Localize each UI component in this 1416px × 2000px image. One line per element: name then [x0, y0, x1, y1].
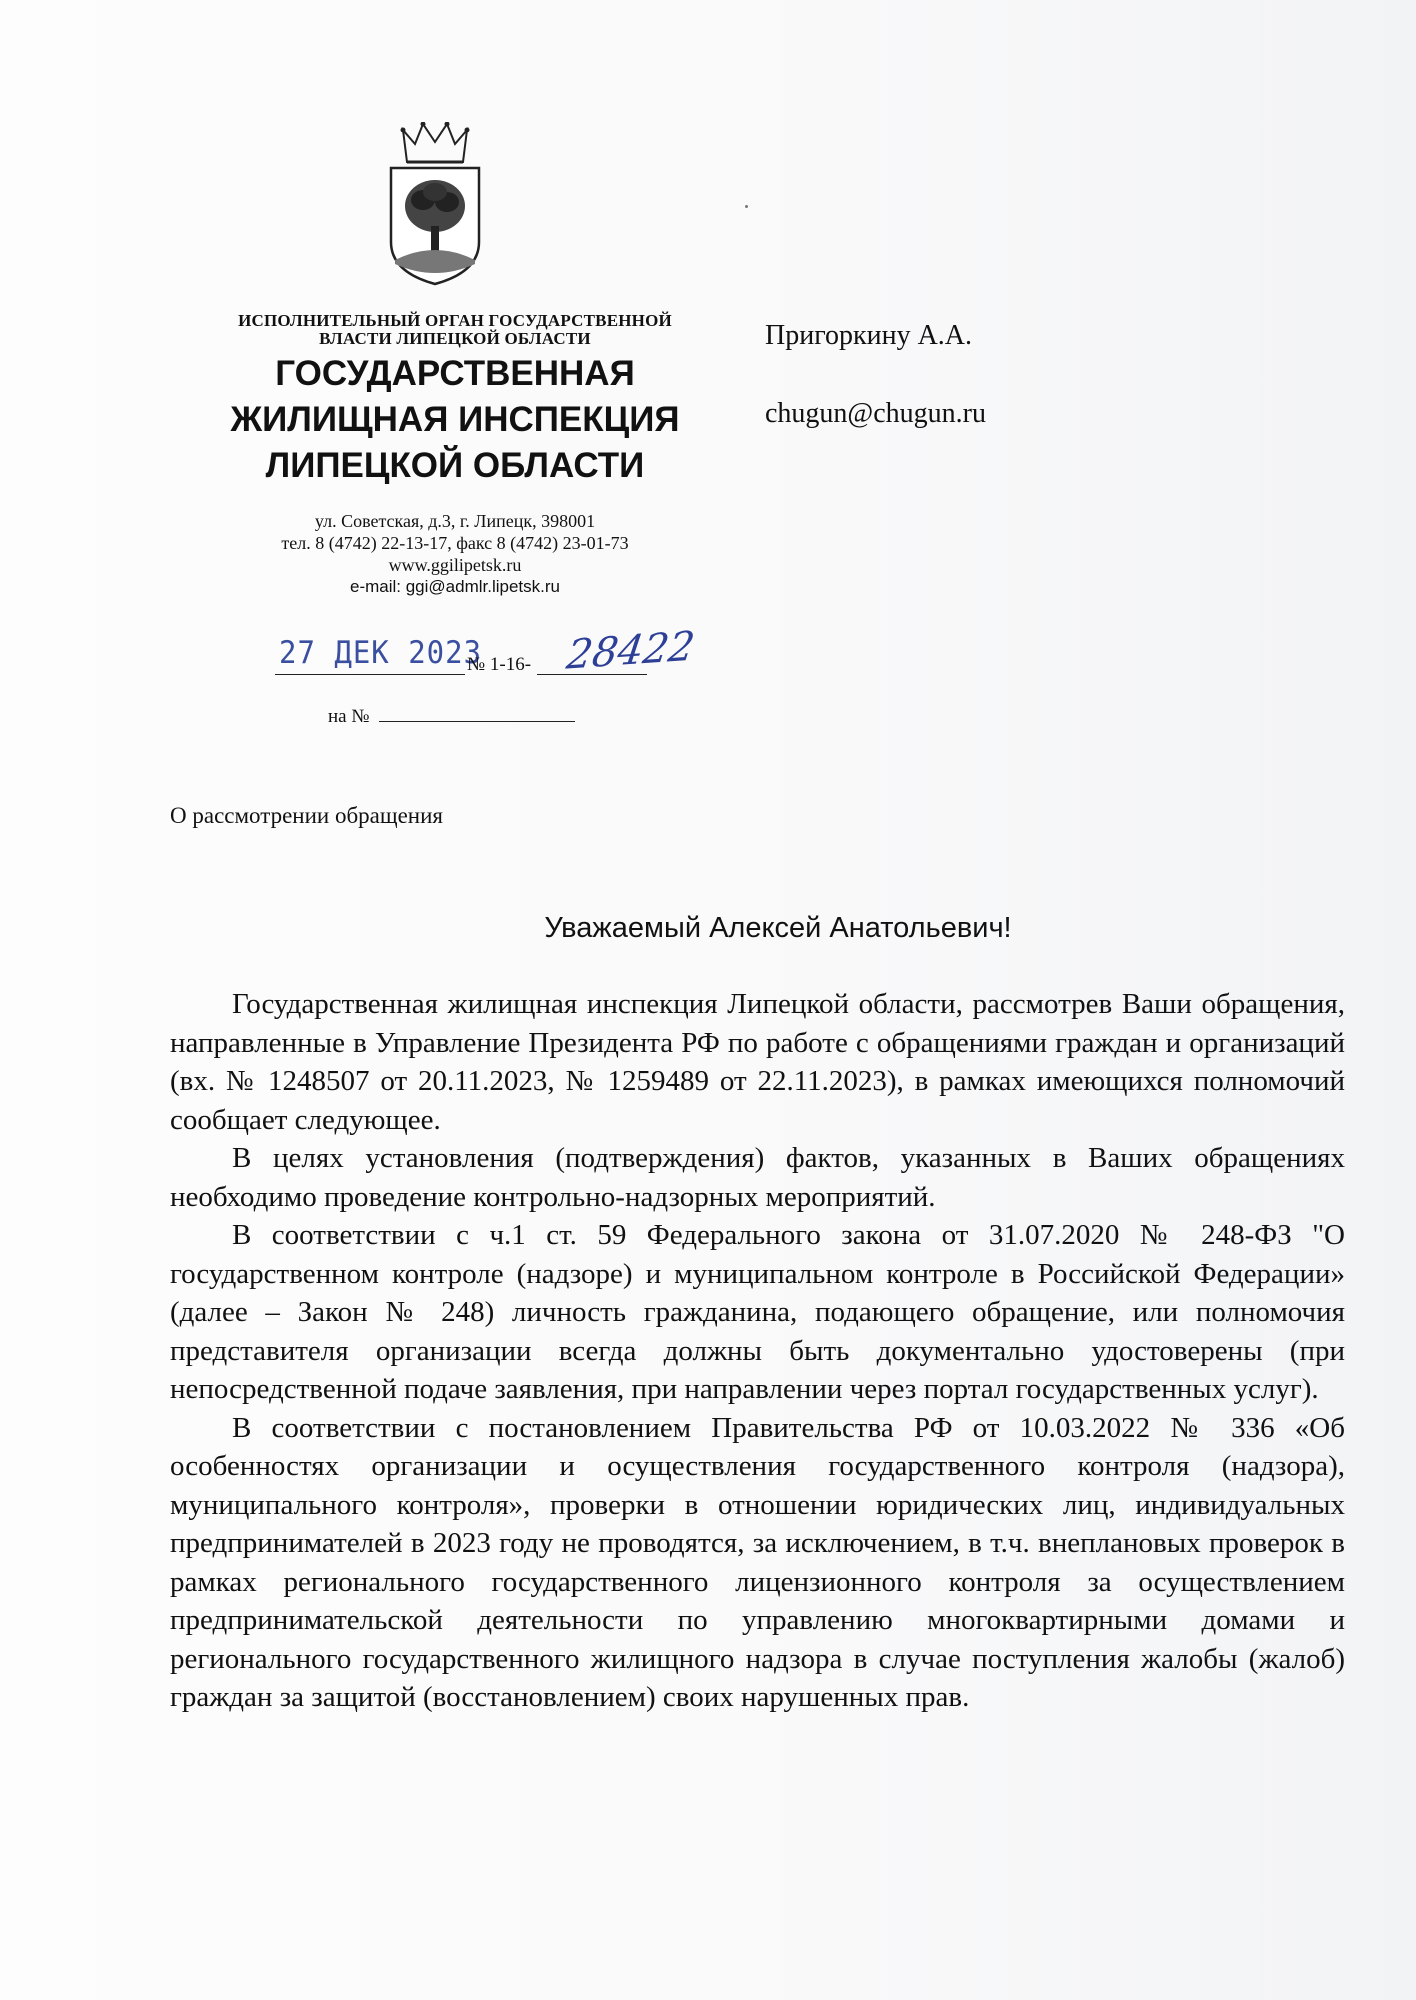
reference-underline — [379, 721, 575, 722]
body-paragraph-2: В целях установления (подтверждения) фактов, указанных в Ваших обращениях необходимо проведение контрольно-надзорных мероприятий. — [170, 1142, 1345, 1213]
addressee-name: Пригоркину А.А. — [765, 320, 973, 351]
body-paragraph-3: В соответствии с ч.1 ст. 59 Федерального закона от 31.07.2020 № 248-ФЗ "О государственном контроле (надзоре) и муниципальном контроле в Российской Федерации» (далее – Закон № 248) личность гражданина, подающего обращение, или полномочия представителя организации всегда должны быть документально удостоверены (при непосредственной подаче заявления, при направлении через портал государственных услуг). — [170, 1219, 1345, 1405]
org-phone: тел. 8 (4742) 22-13-17, факс 8 (4742) 23-01-73 — [281, 533, 629, 553]
body-paragraph-4: В соответствии с постановлением Правительства РФ от 10.03.2022 № 336 «Об особенностях организации и осуществления государственного контроля (надзора), муниципального контроля», проверки в отношении юридических лиц, индивидуальных предпринимателей в 2023 году не проводятся, за исключением, в т.ч. внеплановых проверок в рамках регионального государственного лицензионного контроля за осуществлением предпринимательской деятельности по управлению многоквартирными домами и регионального государственного жилищного надзора в случае поступления жалобы (жалоб) граждан за защитой (восстановлением) своих нарушенных прав. — [170, 1411, 1345, 1713]
scan-speck — [745, 205, 748, 208]
org-title-line-2: ЖИЛИЩНАЯ ИНСПЕКЦИЯ — [230, 400, 680, 439]
org-address: ул. Советская, д.3, г. Липецк, 398001 — [314, 511, 596, 531]
org-title-line-3: ЛИПЕЦКОЙ ОБЛАСТИ — [265, 446, 645, 485]
reference-label: на № — [328, 706, 370, 727]
org-contacts — [180, 510, 730, 598]
org-line-1: ИСПОЛНИТЕЛЬНЫЙ ОРГАН ГОСУДАРСТВЕННОЙ — [238, 311, 672, 330]
body-paragraph-1: Государственная жилищная инспекция Липецкой области, рассмотрев Ваши обращения, направленные в Управление Президента РФ по работе с обращениями граждан и организаций (вх. № 1248507 от 20.11.2023, № 1259489 от 22.11.2023), в рамках имеющихся полномочий сообщает следующее. — [170, 988, 1345, 1136]
org-line-2: ВЛАСТИ ЛИПЕЦКОЙ ОБЛАСТИ — [319, 329, 591, 348]
addressee-block — [765, 318, 986, 474]
org-website[interactable]: www.ggilipetsk.ru — [388, 555, 522, 575]
registration-number-handwritten: 28422 — [563, 623, 698, 679]
addressee-email[interactable]: chugun@chugun.ru — [765, 398, 986, 429]
letter-subject: О рассмотрении обращения — [170, 803, 443, 828]
date-stamp: 27 ДЕК 2023 — [279, 633, 483, 671]
registration-number-prefix: № 1-16- — [467, 654, 532, 675]
salutation: Уважаемый Алексей Анатольевич! — [544, 912, 1012, 944]
letter-body — [170, 985, 1345, 1717]
org-email[interactable]: e-mail: ggi@admlr.lipetsk.ru — [350, 577, 560, 596]
reference-line — [328, 706, 575, 728]
coat-of-arms-icon — [385, 122, 485, 287]
org-title-line-1: ГОСУДАРСТВЕННАЯ — [275, 354, 635, 393]
date-underline — [275, 674, 465, 675]
letterhead — [180, 312, 730, 598]
registration-line — [275, 623, 735, 680]
